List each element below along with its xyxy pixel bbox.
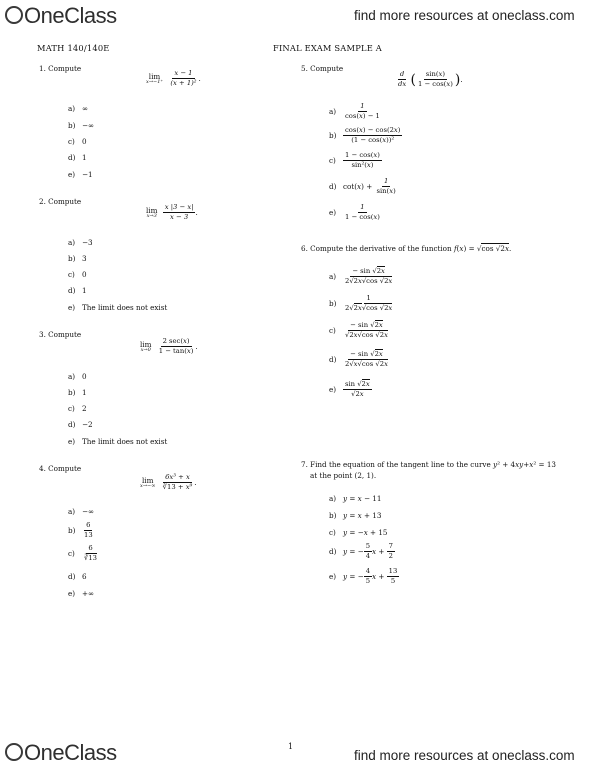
question-7-label: 7. Find the equation of the tangent line to the curve y² + 4xy+x² = 13 <box>301 460 556 469</box>
q3-option-c[interactable]: c) 2 <box>68 404 87 413</box>
q6-option-e[interactable]: e) $\frac{\sin √2x}{√2x}$ <box>329 380 370 399</box>
q6-option-d[interactable]: d) $\frac{- \sin √2x}{2√x√\cos √2x}$ <box>329 350 388 369</box>
q2-option-d[interactable]: d) 1 <box>68 286 87 295</box>
q2-option-e[interactable]: e) The limit does not exist <box>68 303 168 312</box>
q1-option-c[interactable]: c) 0 <box>68 137 87 146</box>
page-number: 1 <box>288 742 294 751</box>
question-5-label: 5. Compute <box>301 64 344 73</box>
question-1-label: 1. Compute <box>39 64 82 73</box>
question-2-expression: lim x→3 $\frac{x |3 - x|}{x - 3}$ . <box>146 203 198 222</box>
q7-option-c[interactable]: c) y = −x + 15 <box>329 528 388 537</box>
q4-option-b[interactable]: b) $\frac{6}{13}$ <box>68 521 93 540</box>
question-5-expression: $\frac{d}{dx}$ ( $\frac{\sin(x)}{1 - \cos(x)}$ ). <box>398 70 463 89</box>
q1-option-e[interactable]: e) −1 <box>68 170 93 179</box>
q7-option-b[interactable]: b) y = x + 13 <box>329 511 382 520</box>
q4-option-c[interactable]: c) $\frac{6}{∛13}$ <box>68 544 97 563</box>
q4-option-a[interactable]: a) −∞ <box>68 507 95 516</box>
q3-option-e[interactable]: e) The limit does not exist <box>68 437 168 446</box>
footer-promo-link[interactable]: find more resources at oneclass.com <box>354 748 575 763</box>
footer-logo-text: OneClass <box>24 740 117 765</box>
footer-logo-ring-icon <box>5 743 23 761</box>
course-title: MATH 140/140E <box>37 43 110 53</box>
q7-option-e[interactable]: e) y = − $\frac{4}{5}$ x + $\frac{13}{5}$ <box>329 567 398 586</box>
q7-option-d[interactable]: d) y = − $\frac{5}{4}$ x + $\frac{7}{2}$ <box>329 542 393 561</box>
q6-option-b[interactable]: b) $\frac{1}{2√2x√\cos √2x}$ <box>329 294 393 313</box>
q4-option-e[interactable]: e) +∞ <box>68 589 95 598</box>
question-3-expression: lim x→0 $\frac{2 \sec(x)}{1 - \tan(x)}$ . <box>140 337 198 356</box>
q2-option-a[interactable]: a) −3 <box>68 238 93 247</box>
q3-option-d[interactable]: d) −2 <box>68 420 93 429</box>
question-6-label: 6. Compute the derivative of the function f(x) = √cos √2x. <box>301 244 512 253</box>
q5-option-d[interactable]: d) cot(x) + $\frac{1}{\sin(x)}$ <box>329 177 396 196</box>
question-4-label: 4. Compute <box>39 464 82 473</box>
q7-option-a[interactable]: a) y = x − 11 <box>329 494 382 503</box>
question-3-label: 3. Compute <box>39 330 82 339</box>
promo-link[interactable]: find more resources at oneclass.com <box>354 8 575 23</box>
q6-option-c[interactable]: c) $\frac{- \sin √2x}{√2x√\cos √2x}$ <box>329 321 388 340</box>
q1-option-d[interactable]: d) 1 <box>68 153 87 162</box>
q5-option-e[interactable]: e) $\frac{1}{1 - \cos(x)}$ <box>329 203 380 222</box>
oneclass-logo[interactable] <box>5 3 117 29</box>
q5-option-c[interactable]: c) $\frac{1 - \cos(x)}{\text{sin²(x)}}$ <box>329 151 380 170</box>
footer-oneclass-logo[interactable] <box>5 740 117 766</box>
q3-option-a[interactable]: a) 0 <box>68 372 87 381</box>
exam-title: FINAL EXAM SAMPLE A <box>273 43 382 53</box>
q3-option-b[interactable]: b) 1 <box>68 388 87 397</box>
q2-option-c[interactable]: c) 0 <box>68 270 87 279</box>
question-1-expression: lim x→−1⁺ $\frac{x - 1}{\text{(x + 1)²}}$ . <box>146 69 201 88</box>
q5-option-b[interactable]: b) $\frac{\cos(x) - \cos(2x)}{\text{(1 − cos(x))²}}$ <box>329 126 401 145</box>
question-7-line2: at the point (2, 1). <box>310 471 377 480</box>
logo-ring-icon <box>5 6 23 24</box>
question-2-label: 2. Compute <box>39 197 82 206</box>
q2-option-b[interactable]: b) 3 <box>68 254 87 263</box>
logo-text: OneClass <box>24 3 117 28</box>
q5-option-a[interactable]: a) $\frac{1}{\cos(x) - 1}$ <box>329 102 380 121</box>
q6-option-a[interactable]: a) $\frac{- \sin √2x}{2√2x√\cos √2x}$ <box>329 267 393 286</box>
q4-option-d[interactable]: d) 6 <box>68 572 87 581</box>
q1-option-b[interactable]: b) −∞ <box>68 121 95 130</box>
q1-option-a[interactable]: a) ∞ <box>68 104 88 113</box>
question-4-expression: lim x→−∞ $\frac{\text{6x³ + x}}{\text{∛13 + x⁹}}$ . <box>140 473 197 492</box>
